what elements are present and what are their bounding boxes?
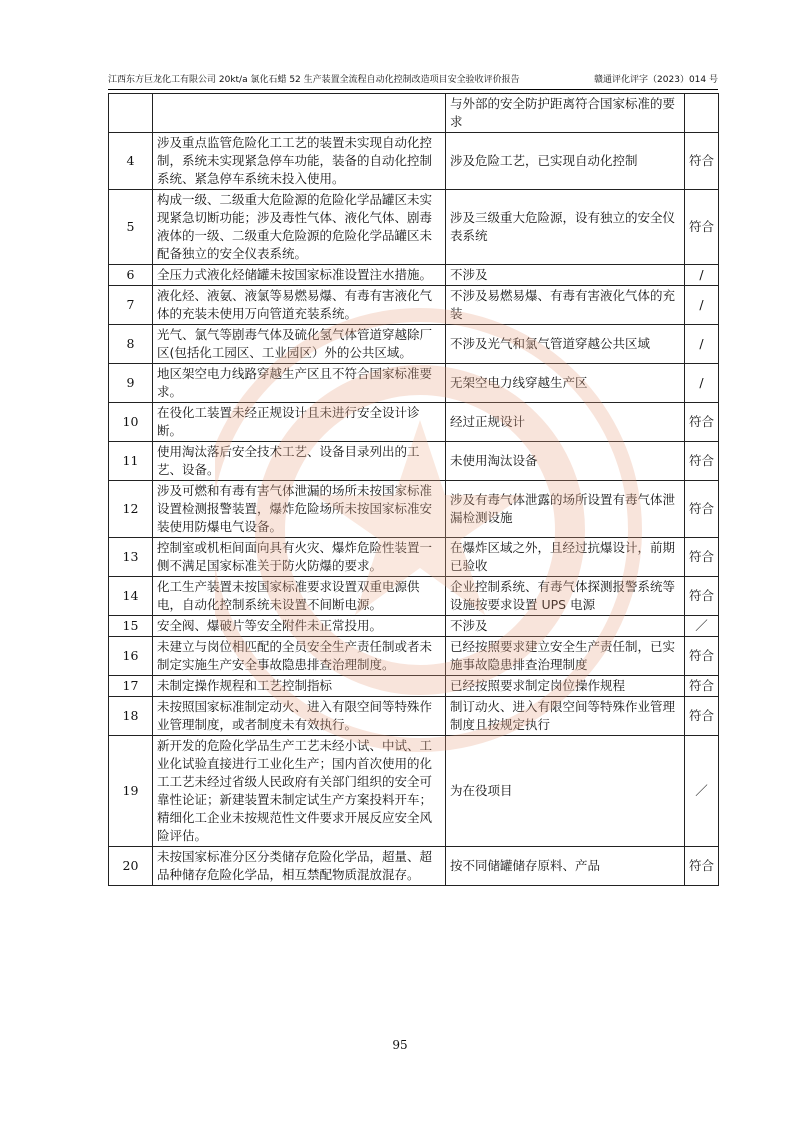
table-row <box>109 133 719 190</box>
table-row <box>109 847 719 886</box>
check-item: 涉及可燃和有毒有害气体泄漏的场所未按国家标准设置检测报警装置，爆炸危险场所未按国家标准安装使用防爆电气设备。 <box>153 481 446 538</box>
compliance-result <box>685 94 719 133</box>
row-number: 6 <box>109 265 153 286</box>
check-item: 未按照国家标准制定动火、进入有限空间等特殊作业管理制度，或者制度未有效执行。 <box>153 697 446 736</box>
row-number: 20 <box>109 847 153 886</box>
header-title: 江西东方巨龙化工有限公司 20kt/a 氯化石蜡 52 生产装置全流程自动化控制改造项目安全验收评价报告 <box>108 75 520 85</box>
compliance-result: / <box>685 286 719 325</box>
compliance-result: 符合 <box>685 697 719 736</box>
check-item: 涉及重点监管危险化工工艺的装置未实现自动化控制，系统未实现紧急停车功能，装备的自动化控制系统、紧急停车系统未投入使用。 <box>153 133 446 190</box>
compliance-result: 符合 <box>685 637 719 676</box>
inspection-finding: 涉及三级重大危险源，设有独立的安全仪表系统 <box>446 190 685 265</box>
page-header <box>108 74 718 86</box>
row-number: 18 <box>109 697 153 736</box>
header-divider <box>108 89 718 90</box>
row-number: 12 <box>109 481 153 538</box>
row-number: 9 <box>109 364 153 403</box>
table-row <box>109 637 719 676</box>
inspection-finding: 涉及危险工艺，已实现自动化控制 <box>446 133 685 190</box>
check-item: 控制室或机柜间面向具有火灾、爆炸危险性装置一侧不满足国家标准关于防火防爆的要求。 <box>153 538 446 577</box>
table-row <box>109 616 719 637</box>
compliance-result: 符合 <box>685 481 719 538</box>
compliance-result: 符合 <box>685 133 719 190</box>
table-row <box>109 481 719 538</box>
row-number: 11 <box>109 442 153 481</box>
row-number: 10 <box>109 403 153 442</box>
inspection-finding: 与外部的安全防护距离符合国家标准的要求 <box>446 94 685 133</box>
check-item: 光气、氯气等剧毒气体及硫化氢气体管道穿越除厂区(包括化工园区、工业园区）外的公共区域。 <box>153 325 446 364</box>
compliance-result: 符合 <box>685 847 719 886</box>
inspection-finding: 按不同储罐储存原料、产品 <box>446 847 685 886</box>
header-report-code: 赣通评化评字（2023）014 号 <box>590 74 718 86</box>
row-number: 13 <box>109 538 153 577</box>
inspection-finding: 不涉及易燃易爆、有毒有害液化气体的充装 <box>446 286 685 325</box>
row-number: 14 <box>109 577 153 616</box>
table-row <box>109 676 719 697</box>
inspection-finding: 企业控制系统、有毒气体探测报警系统等设施按要求设置 UPS 电源 <box>446 577 685 616</box>
inspection-finding: 不涉及 <box>446 265 685 286</box>
row-number <box>109 94 153 133</box>
continuation-row <box>109 94 719 133</box>
compliance-result: 符合 <box>685 403 719 442</box>
table-row <box>109 577 719 616</box>
compliance-result: ／ <box>685 736 719 847</box>
compliance-result: ／ <box>685 616 719 637</box>
check-item: 使用淘汰落后安全技术工艺、设备目录列出的工艺、设备。 <box>153 442 446 481</box>
row-number: 8 <box>109 325 153 364</box>
table-row <box>109 286 719 325</box>
inspection-finding: 在爆炸区域之外，且经过抗爆设计，前期已验收 <box>446 538 685 577</box>
table-row <box>109 190 719 265</box>
compliance-result: / <box>685 325 719 364</box>
table-row <box>109 538 719 577</box>
check-item: 安全阀、爆破片等安全附件未正常投用。 <box>153 616 446 637</box>
inspection-finding: 无架空电力线穿越生产区 <box>446 364 685 403</box>
check-item: 未制定操作规程和工艺控制指标 <box>153 676 446 697</box>
check-item: 未按国家标准分区分类储存危险化学品，超量、超品种储存危险化学品，相互禁配物质混放混存。 <box>153 847 446 886</box>
inspection-finding: 不涉及光气和氯气管道穿越公共区域 <box>446 325 685 364</box>
table-row <box>109 442 719 481</box>
inspection-finding: 已经按照要求建立安全生产责任制，已实施事故隐患排查治理制度 <box>446 637 685 676</box>
table-row <box>109 364 719 403</box>
compliance-result: / <box>685 265 719 286</box>
inspection-finding: 经过正规设计 <box>446 403 685 442</box>
check-item: 化工生产装置未按国家标准要求设置双重电源供电，自动化控制系统未设置不间断电源。 <box>153 577 446 616</box>
row-number: 17 <box>109 676 153 697</box>
check-item <box>153 94 446 133</box>
check-item: 在役化工装置未经正规设计且未进行安全设计诊断。 <box>153 403 446 442</box>
check-item: 全压力式液化烃储罐未按国家标准设置注水措施。 <box>153 265 446 286</box>
inspection-finding: 涉及有毒气体泄露的场所设置有毒气体泄漏检测设施 <box>446 481 685 538</box>
compliance-result: 符合 <box>685 190 719 265</box>
check-item: 地区架空电力线路穿越生产区且不符合国家标准要求。 <box>153 364 446 403</box>
compliance-result: 符合 <box>685 538 719 577</box>
row-number: 15 <box>109 616 153 637</box>
check-item: 液化烃、液氨、液氯等易燃易爆、有毒有害液化气体的充装未使用万向管道充装系统。 <box>153 286 446 325</box>
table-row <box>109 265 719 286</box>
row-number: 4 <box>109 133 153 190</box>
row-number: 7 <box>109 286 153 325</box>
table-row <box>109 403 719 442</box>
table-row <box>109 325 719 364</box>
check-item: 未建立与岗位相匹配的全员安全生产责任制或者未制定实施生产安全事故隐患排查治理制度。 <box>153 637 446 676</box>
assessment-table <box>108 93 719 886</box>
page-number: 95 <box>392 1038 408 1052</box>
check-item: 新开发的危险化学品生产工艺未经小试、中试、工业化试验直接进行工业化生产；国内首次使用的化工工艺未经过省级人民政府有关部门组织的安全可靠性论证；新建装置未制定试生产方案投料开车；精细化工企业未按规范性文件要求开展反应安全风险评估。 <box>153 736 446 847</box>
compliance-result: 符合 <box>685 442 719 481</box>
row-number: 5 <box>109 190 153 265</box>
compliance-result: 符合 <box>685 577 719 616</box>
inspection-finding: 已经按照要求制定岗位操作规程 <box>446 676 685 697</box>
inspection-finding: 未使用淘汰设备 <box>446 442 685 481</box>
check-item: 构成一级、二级重大危险源的危险化学品罐区未实现紧急切断功能；涉及毒性气体、液化气体、剧毒液体的一级、二级重大危险源的危险化学品罐区未配备独立的安全仪表系统。 <box>153 190 446 265</box>
inspection-finding: 为在役项目 <box>446 736 685 847</box>
row-number: 16 <box>109 637 153 676</box>
inspection-finding: 制订动火、进入有限空间等特殊作业管理制度且按规定执行 <box>446 697 685 736</box>
row-number: 19 <box>109 736 153 847</box>
inspection-finding: 不涉及 <box>446 616 685 637</box>
table-row <box>109 697 719 736</box>
compliance-result: 符合 <box>685 676 719 697</box>
table-row <box>109 736 719 847</box>
compliance-result: / <box>685 364 719 403</box>
